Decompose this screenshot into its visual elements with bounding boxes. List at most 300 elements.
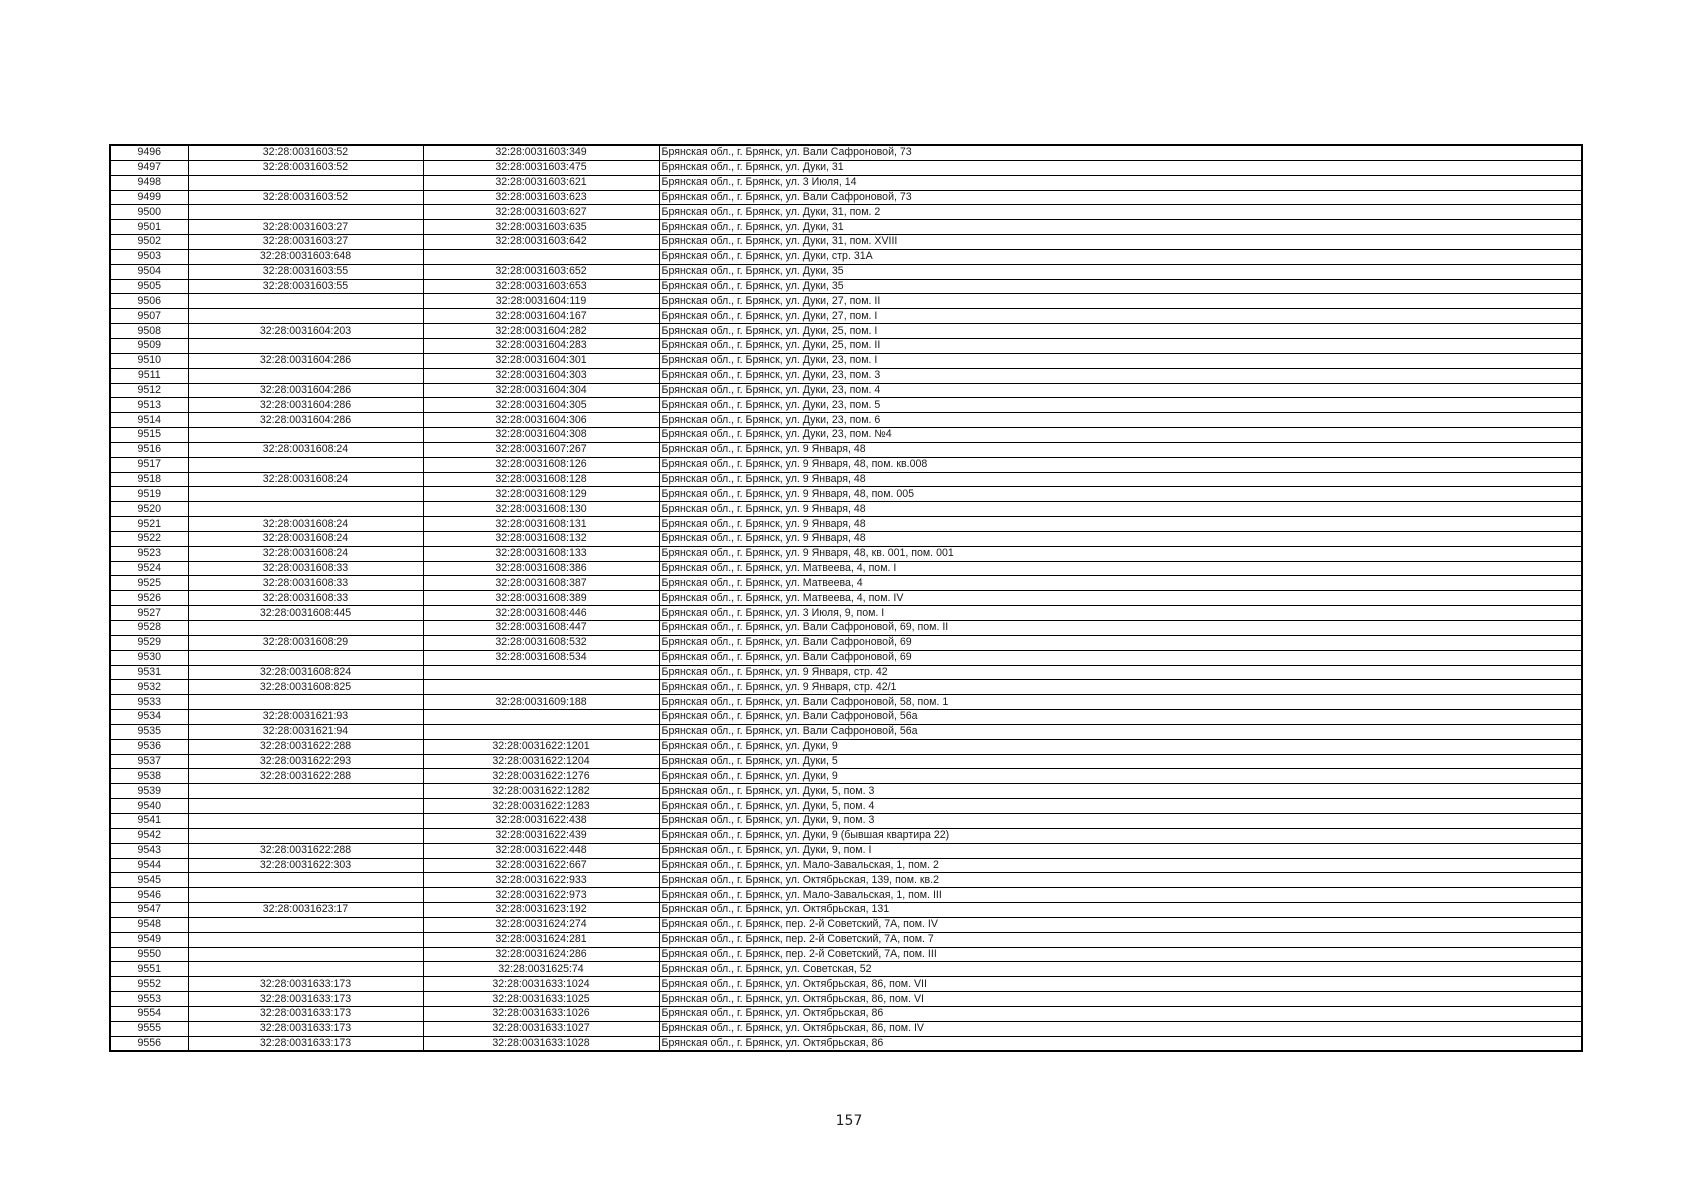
table-row xyxy=(110,160,1582,175)
row-number-cell: 9543 xyxy=(110,843,188,858)
object-number-cell: 32:28:0031603:475 xyxy=(423,160,659,175)
row-number-cell: 9522 xyxy=(110,531,188,546)
object-number-cell: 32:28:0031608:132 xyxy=(423,531,659,546)
parcel-number-cell: 32:28:0031608:33 xyxy=(188,591,423,606)
row-number-cell: 9525 xyxy=(110,576,188,591)
object-number-cell: 32:28:0031622:1276 xyxy=(423,769,659,784)
parcel-number-cell: 32:28:0031604:286 xyxy=(188,413,423,428)
table-row xyxy=(110,962,1582,977)
address-cell: Брянская обл., г. Брянск, ул. Вали Сафроновой, 56а xyxy=(659,710,1582,725)
table-row xyxy=(110,591,1582,606)
address-cell: Брянская обл., г. Брянск, ул. Дуки, 35 xyxy=(659,264,1582,279)
parcel-number-cell: 32:28:0031608:825 xyxy=(188,680,423,695)
row-number-cell: 9497 xyxy=(110,160,188,175)
row-number-cell: 9503 xyxy=(110,249,188,264)
table-row xyxy=(110,606,1582,621)
property-register-table xyxy=(109,144,1583,1052)
parcel-number-cell: 32:28:0031608:24 xyxy=(188,517,423,532)
parcel-number-cell: 32:28:0031622:303 xyxy=(188,858,423,873)
table-row xyxy=(110,917,1582,932)
parcel-number-cell xyxy=(188,487,423,502)
row-number-cell: 9524 xyxy=(110,561,188,576)
parcel-number-cell: 32:28:0031608:24 xyxy=(188,472,423,487)
table-row xyxy=(110,769,1582,784)
object-number-cell: 32:28:0031608:131 xyxy=(423,517,659,532)
row-number-cell: 9541 xyxy=(110,813,188,828)
row-number-cell: 9523 xyxy=(110,546,188,561)
table-row xyxy=(110,650,1582,665)
object-number-cell xyxy=(423,665,659,680)
object-number-cell: 32:28:0031622:973 xyxy=(423,888,659,903)
parcel-number-cell: 32:28:0031604:286 xyxy=(188,398,423,413)
table-row xyxy=(110,531,1582,546)
parcel-number-cell: 32:28:0031604:286 xyxy=(188,383,423,398)
address-cell: Брянская обл., г. Брянск, пер. 2-й Советский, 7А, пом. III xyxy=(659,947,1582,962)
parcel-number-cell xyxy=(188,428,423,443)
parcel-number-cell: 32:28:0031608:29 xyxy=(188,635,423,650)
table-row xyxy=(110,813,1582,828)
row-number-cell: 9546 xyxy=(110,888,188,903)
parcel-number-cell xyxy=(188,175,423,190)
address-cell: Брянская обл., г. Брянск, ул. Дуки, 31 xyxy=(659,160,1582,175)
parcel-number-cell: 32:28:0031603:27 xyxy=(188,235,423,250)
object-number-cell: 32:28:0031622:448 xyxy=(423,843,659,858)
address-cell: Брянская обл., г. Брянск, ул. Дуки, 23, пом. 4 xyxy=(659,383,1582,398)
object-number-cell: 32:28:0031608:387 xyxy=(423,576,659,591)
row-number-cell: 9506 xyxy=(110,294,188,309)
object-number-cell: 32:28:0031604:305 xyxy=(423,398,659,413)
row-number-cell: 9519 xyxy=(110,487,188,502)
address-cell: Брянская обл., г. Брянск, ул. Матвеева, 4, пом. I xyxy=(659,561,1582,576)
table-row xyxy=(110,309,1582,324)
row-number-cell: 9526 xyxy=(110,591,188,606)
object-number-cell: 32:28:0031603:653 xyxy=(423,279,659,294)
table-row xyxy=(110,175,1582,190)
object-number-cell: 32:28:0031609:188 xyxy=(423,695,659,710)
address-cell: Брянская обл., г. Брянск, ул. Дуки, 23, пом. 6 xyxy=(659,413,1582,428)
table-row xyxy=(110,799,1582,814)
address-cell: Брянская обл., г. Брянск, ул. Дуки, стр. 31А xyxy=(659,249,1582,264)
parcel-number-cell: 32:28:0031633:173 xyxy=(188,992,423,1007)
row-number-cell: 9505 xyxy=(110,279,188,294)
row-number-cell: 9532 xyxy=(110,680,188,695)
table-row xyxy=(110,546,1582,561)
object-number-cell: 32:28:0031603:621 xyxy=(423,175,659,190)
table-row xyxy=(110,1036,1582,1051)
address-cell: Брянская обл., г. Брянск, ул. Октябрьская, 86 xyxy=(659,1036,1582,1051)
address-cell: Брянская обл., г. Брянск, ул. Дуки, 5, пом. 4 xyxy=(659,799,1582,814)
row-number-cell: 9499 xyxy=(110,190,188,205)
object-number-cell: 32:28:0031604:167 xyxy=(423,309,659,324)
object-number-cell: 32:28:0031604:304 xyxy=(423,383,659,398)
table-row xyxy=(110,368,1582,383)
row-number-cell: 9537 xyxy=(110,754,188,769)
parcel-number-cell: 32:28:0031633:173 xyxy=(188,1006,423,1021)
table-row xyxy=(110,710,1582,725)
row-number-cell: 9502 xyxy=(110,235,188,250)
table-row xyxy=(110,338,1582,353)
parcel-number-cell xyxy=(188,828,423,843)
property-register-body xyxy=(110,145,1582,1051)
parcel-number-cell: 32:28:0031633:173 xyxy=(188,1036,423,1051)
row-number-cell: 9500 xyxy=(110,205,188,220)
row-number-cell: 9544 xyxy=(110,858,188,873)
address-cell: Брянская обл., г. Брянск, ул. Мало-Завальская, 1, пом. III xyxy=(659,888,1582,903)
address-cell: Брянская обл., г. Брянск, ул. Мало-Завальская, 1, пом. 2 xyxy=(659,858,1582,873)
address-cell: Брянская обл., г. Брянск, ул. Дуки, 27, пом. II xyxy=(659,294,1582,309)
parcel-number-cell: 32:28:0031603:27 xyxy=(188,220,423,235)
object-number-cell xyxy=(423,710,659,725)
row-number-cell: 9518 xyxy=(110,472,188,487)
row-number-cell: 9542 xyxy=(110,828,188,843)
parcel-number-cell: 32:28:0031603:52 xyxy=(188,190,423,205)
parcel-number-cell xyxy=(188,932,423,947)
row-number-cell: 9507 xyxy=(110,309,188,324)
object-number-cell xyxy=(423,724,659,739)
address-cell: Брянская обл., г. Брянск, ул. Дуки, 9 (бывшая квартира 22) xyxy=(659,828,1582,843)
address-cell: Брянская обл., г. Брянск, ул. 9 Января, 48, пом. 005 xyxy=(659,487,1582,502)
object-number-cell: 32:28:0031624:286 xyxy=(423,947,659,962)
address-cell: Брянская обл., г. Брянск, ул. Октябрьская, 86, пом. VII xyxy=(659,977,1582,992)
object-number-cell: 32:28:0031603:349 xyxy=(423,145,659,160)
parcel-number-cell xyxy=(188,695,423,710)
object-number-cell: 32:28:0031603:652 xyxy=(423,264,659,279)
row-number-cell: 9511 xyxy=(110,368,188,383)
object-number-cell: 32:28:0031625:74 xyxy=(423,962,659,977)
object-number-cell xyxy=(423,249,659,264)
object-number-cell: 32:28:0031622:438 xyxy=(423,813,659,828)
row-number-cell: 9529 xyxy=(110,635,188,650)
row-number-cell: 9555 xyxy=(110,1021,188,1036)
object-number-cell: 32:28:0031604:306 xyxy=(423,413,659,428)
table-row xyxy=(110,428,1582,443)
table-row xyxy=(110,235,1582,250)
object-number-cell: 32:28:0031604:301 xyxy=(423,353,659,368)
object-number-cell: 32:28:0031624:274 xyxy=(423,917,659,932)
row-number-cell: 9508 xyxy=(110,324,188,339)
table-row xyxy=(110,398,1582,413)
object-number-cell: 32:28:0031607:267 xyxy=(423,442,659,457)
page-number: 157 xyxy=(835,1113,863,1129)
table-row xyxy=(110,249,1582,264)
address-cell: Брянская обл., г. Брянск, ул. 3 Июля, 9, пом. I xyxy=(659,606,1582,621)
parcel-number-cell: 32:28:0031621:93 xyxy=(188,710,423,725)
row-number-cell: 9531 xyxy=(110,665,188,680)
row-number-cell: 9552 xyxy=(110,977,188,992)
object-number-cell: 32:28:0031633:1025 xyxy=(423,992,659,1007)
object-number-cell: 32:28:0031622:439 xyxy=(423,828,659,843)
row-number-cell: 9554 xyxy=(110,1006,188,1021)
parcel-number-cell: 32:28:0031603:55 xyxy=(188,279,423,294)
parcel-number-cell: 32:28:0031608:445 xyxy=(188,606,423,621)
address-cell: Брянская обл., г. Брянск, ул. Дуки, 23, пом. I xyxy=(659,353,1582,368)
object-number-cell: 32:28:0031604:283 xyxy=(423,338,659,353)
parcel-number-cell: 32:28:0031608:24 xyxy=(188,531,423,546)
parcel-number-cell: 32:28:0031608:24 xyxy=(188,546,423,561)
parcel-number-cell xyxy=(188,502,423,517)
row-number-cell: 9520 xyxy=(110,502,188,517)
address-cell: Брянская обл., г. Брянск, ул. 9 Января, 48, кв. 001, пом. 001 xyxy=(659,546,1582,561)
address-cell: Брянская обл., г. Брянск, ул. 9 Января, 48 xyxy=(659,517,1582,532)
parcel-number-cell xyxy=(188,917,423,932)
parcel-number-cell: 32:28:0031603:648 xyxy=(188,249,423,264)
table-row xyxy=(110,635,1582,650)
row-number-cell: 9509 xyxy=(110,338,188,353)
table-row xyxy=(110,695,1582,710)
table-row xyxy=(110,665,1582,680)
parcel-number-cell: 32:28:0031608:33 xyxy=(188,576,423,591)
table-row xyxy=(110,487,1582,502)
row-number-cell: 9512 xyxy=(110,383,188,398)
parcel-number-cell: 32:28:0031604:203 xyxy=(188,324,423,339)
table-row xyxy=(110,784,1582,799)
table-row xyxy=(110,621,1582,636)
row-number-cell: 9538 xyxy=(110,769,188,784)
table-row xyxy=(110,947,1582,962)
address-cell: Брянская обл., г. Брянск, ул. Вали Сафроновой, 69, пом. II xyxy=(659,621,1582,636)
address-cell: Брянская обл., г. Брянск, ул. 9 Января, стр. 42/1 xyxy=(659,680,1582,695)
address-cell: Брянская обл., г. Брянск, ул. Дуки, 5 xyxy=(659,754,1582,769)
object-number-cell: 32:28:0031604:282 xyxy=(423,324,659,339)
parcel-number-cell: 32:28:0031604:286 xyxy=(188,353,423,368)
row-number-cell: 9521 xyxy=(110,517,188,532)
address-cell: Брянская обл., г. Брянск, ул. Дуки, 27, пом. I xyxy=(659,309,1582,324)
table-row xyxy=(110,353,1582,368)
table-row xyxy=(110,413,1582,428)
row-number-cell: 9545 xyxy=(110,873,188,888)
row-number-cell: 9528 xyxy=(110,621,188,636)
table-row xyxy=(110,279,1582,294)
table-row xyxy=(110,561,1582,576)
address-cell: Брянская обл., г. Брянск, ул. Дуки, 23, пом. 3 xyxy=(659,368,1582,383)
parcel-number-cell xyxy=(188,947,423,962)
address-cell: Брянская обл., г. Брянск, ул. Дуки, 25, пом. I xyxy=(659,324,1582,339)
address-cell: Брянская обл., г. Брянск, ул. Дуки, 25, пом. II xyxy=(659,338,1582,353)
address-cell: Брянская обл., г. Брянск, ул. 9 Января, 48 xyxy=(659,442,1582,457)
object-number-cell: 32:28:0031608:130 xyxy=(423,502,659,517)
address-cell: Брянская обл., г. Брянск, ул. 9 Января, 48 xyxy=(659,531,1582,546)
address-cell: Брянская обл., г. Брянск, ул. 9 Января, стр. 42 xyxy=(659,665,1582,680)
address-cell: Брянская обл., г. Брянск, ул. Дуки, 9, пом. 3 xyxy=(659,813,1582,828)
parcel-number-cell: 32:28:0031622:288 xyxy=(188,843,423,858)
table-row xyxy=(110,517,1582,532)
row-number-cell: 9527 xyxy=(110,606,188,621)
address-cell: Брянская обл., г. Брянск, ул. 3 Июля, 14 xyxy=(659,175,1582,190)
parcel-number-cell: 32:28:0031622:293 xyxy=(188,754,423,769)
parcel-number-cell: 32:28:0031633:173 xyxy=(188,977,423,992)
row-number-cell: 9540 xyxy=(110,799,188,814)
object-number-cell: 32:28:0031608:446 xyxy=(423,606,659,621)
address-cell: Брянская обл., г. Брянск, ул. Матвеева, 4, пом. IV xyxy=(659,591,1582,606)
object-number-cell: 32:28:0031633:1026 xyxy=(423,1006,659,1021)
address-cell: Брянская обл., г. Брянск, ул. Советская, 52 xyxy=(659,962,1582,977)
address-cell: Брянская обл., г. Брянск, ул. Дуки, 5, пом. 3 xyxy=(659,784,1582,799)
table-row xyxy=(110,457,1582,472)
address-cell: Брянская обл., г. Брянск, ул. Дуки, 31 xyxy=(659,220,1582,235)
address-cell: Брянская обл., г. Брянск, ул. Октябрьская, 86, пом. IV xyxy=(659,1021,1582,1036)
object-number-cell: 32:28:0031608:386 xyxy=(423,561,659,576)
address-cell: Брянская обл., г. Брянск, ул. Дуки, 9 xyxy=(659,769,1582,784)
row-number-cell: 9551 xyxy=(110,962,188,977)
table-row xyxy=(110,1006,1582,1021)
parcel-number-cell xyxy=(188,873,423,888)
address-cell: Брянская обл., г. Брянск, ул. Дуки, 9, пом. I xyxy=(659,843,1582,858)
row-number-cell: 9535 xyxy=(110,724,188,739)
table-row xyxy=(110,754,1582,769)
address-cell: Брянская обл., г. Брянск, пер. 2-й Советский, 7А, пом. IV xyxy=(659,917,1582,932)
parcel-number-cell xyxy=(188,309,423,324)
row-number-cell: 9517 xyxy=(110,457,188,472)
object-number-cell: 32:28:0031622:1283 xyxy=(423,799,659,814)
object-number-cell: 32:28:0031608:126 xyxy=(423,457,659,472)
table-row xyxy=(110,205,1582,220)
table-row xyxy=(110,828,1582,843)
object-number-cell: 32:28:0031608:447 xyxy=(423,621,659,636)
table-row xyxy=(110,843,1582,858)
parcel-number-cell xyxy=(188,621,423,636)
object-number-cell: 32:28:0031603:627 xyxy=(423,205,659,220)
object-number-cell: 32:28:0031608:532 xyxy=(423,635,659,650)
table-row xyxy=(110,442,1582,457)
address-cell: Брянская обл., г. Брянск, ул. Октябрьская, 86, пом. VI xyxy=(659,992,1582,1007)
table-row xyxy=(110,680,1582,695)
address-cell: Брянская обл., г. Брянск, ул. Матвеева, 4 xyxy=(659,576,1582,591)
table-row xyxy=(110,888,1582,903)
row-number-cell: 9513 xyxy=(110,398,188,413)
row-number-cell: 9549 xyxy=(110,932,188,947)
address-cell: Брянская обл., г. Брянск, ул. 9 Января, 48 xyxy=(659,472,1582,487)
parcel-number-cell: 32:28:0031608:33 xyxy=(188,561,423,576)
row-number-cell: 9536 xyxy=(110,739,188,754)
object-number-cell: 32:28:0031604:308 xyxy=(423,428,659,443)
object-number-cell xyxy=(423,680,659,695)
table-row xyxy=(110,1021,1582,1036)
row-number-cell: 9515 xyxy=(110,428,188,443)
table-row xyxy=(110,145,1582,160)
object-number-cell: 32:28:0031604:303 xyxy=(423,368,659,383)
table-row xyxy=(110,383,1582,398)
object-number-cell: 32:28:0031608:129 xyxy=(423,487,659,502)
table-row xyxy=(110,190,1582,205)
address-cell: Брянская обл., г. Брянск, ул. Октябрьская, 139, пом. кв.2 xyxy=(659,873,1582,888)
parcel-number-cell: 32:28:0031603:55 xyxy=(188,264,423,279)
object-number-cell: 32:28:0031624:281 xyxy=(423,932,659,947)
object-number-cell: 32:28:0031603:642 xyxy=(423,235,659,250)
address-cell: Брянская обл., г. Брянск, ул. Вали Сафроновой, 69 xyxy=(659,635,1582,650)
object-number-cell: 32:28:0031608:133 xyxy=(423,546,659,561)
address-cell: Брянская обл., г. Брянск, ул. Вали Сафроновой, 69 xyxy=(659,650,1582,665)
object-number-cell: 32:28:0031622:933 xyxy=(423,873,659,888)
table-row xyxy=(110,264,1582,279)
address-cell: Брянская обл., г. Брянск, ул. Вали Сафроновой, 58, пом. 1 xyxy=(659,695,1582,710)
table-row xyxy=(110,724,1582,739)
row-number-cell: 9533 xyxy=(110,695,188,710)
row-number-cell: 9556 xyxy=(110,1036,188,1051)
table-row xyxy=(110,576,1582,591)
address-cell: Брянская обл., г. Брянск, ул. Дуки, 23, пом. №4 xyxy=(659,428,1582,443)
object-number-cell: 32:28:0031622:667 xyxy=(423,858,659,873)
object-number-cell: 32:28:0031603:635 xyxy=(423,220,659,235)
address-cell: Брянская обл., г. Брянск, ул. 9 Января, 48 xyxy=(659,502,1582,517)
table-row xyxy=(110,324,1582,339)
table-row xyxy=(110,903,1582,918)
address-cell: Брянская обл., г. Брянск, ул. Октябрьская, 86 xyxy=(659,1006,1582,1021)
row-number-cell: 9548 xyxy=(110,917,188,932)
object-number-cell: 32:28:0031622:1282 xyxy=(423,784,659,799)
parcel-number-cell: 32:28:0031622:288 xyxy=(188,769,423,784)
object-number-cell: 32:28:0031604:119 xyxy=(423,294,659,309)
address-cell: Брянская обл., г. Брянск, ул. Дуки, 23, пом. 5 xyxy=(659,398,1582,413)
parcel-number-cell xyxy=(188,650,423,665)
parcel-number-cell xyxy=(188,368,423,383)
row-number-cell: 9501 xyxy=(110,220,188,235)
object-number-cell: 32:28:0031608:389 xyxy=(423,591,659,606)
address-cell: Брянская обл., г. Брянск, ул. Дуки, 9 xyxy=(659,739,1582,754)
table-row xyxy=(110,992,1582,1007)
parcel-number-cell xyxy=(188,799,423,814)
object-number-cell: 32:28:0031608:128 xyxy=(423,472,659,487)
object-number-cell: 32:28:0031623:192 xyxy=(423,903,659,918)
row-number-cell: 9553 xyxy=(110,992,188,1007)
row-number-cell: 9498 xyxy=(110,175,188,190)
parcel-number-cell xyxy=(188,205,423,220)
address-cell: Брянская обл., г. Брянск, ул. Дуки, 31, пом. 2 xyxy=(659,205,1582,220)
object-number-cell: 32:28:0031622:1204 xyxy=(423,754,659,769)
address-cell: Брянская обл., г. Брянск, ул. 9 Января, 48, пом. кв.008 xyxy=(659,457,1582,472)
parcel-number-cell: 32:28:0031603:52 xyxy=(188,145,423,160)
table-row xyxy=(110,472,1582,487)
parcel-number-cell: 32:28:0031608:24 xyxy=(188,442,423,457)
table-row xyxy=(110,858,1582,873)
object-number-cell: 32:28:0031603:623 xyxy=(423,190,659,205)
parcel-number-cell xyxy=(188,813,423,828)
table-row xyxy=(110,873,1582,888)
parcel-number-cell: 32:28:0031623:17 xyxy=(188,903,423,918)
parcel-number-cell xyxy=(188,888,423,903)
parcel-number-cell xyxy=(188,294,423,309)
table-row xyxy=(110,739,1582,754)
object-number-cell: 32:28:0031633:1027 xyxy=(423,1021,659,1036)
table-row xyxy=(110,220,1582,235)
row-number-cell: 9534 xyxy=(110,710,188,725)
parcel-number-cell: 32:28:0031622:288 xyxy=(188,739,423,754)
row-number-cell: 9514 xyxy=(110,413,188,428)
row-number-cell: 9550 xyxy=(110,947,188,962)
row-number-cell: 9547 xyxy=(110,903,188,918)
table-row xyxy=(110,932,1582,947)
row-number-cell: 9539 xyxy=(110,784,188,799)
row-number-cell: 9530 xyxy=(110,650,188,665)
parcel-number-cell xyxy=(188,338,423,353)
address-cell: Брянская обл., г. Брянск, ул. Дуки, 31, пом. XVIII xyxy=(659,235,1582,250)
address-cell: Брянская обл., г. Брянск, ул. Вали Сафроновой, 73 xyxy=(659,145,1582,160)
parcel-number-cell xyxy=(188,457,423,472)
object-number-cell: 32:28:0031608:534 xyxy=(423,650,659,665)
address-cell: Брянская обл., г. Брянск, ул. Вали Сафроновой, 56а xyxy=(659,724,1582,739)
table-row xyxy=(110,502,1582,517)
address-cell: Брянская обл., г. Брянск, ул. Дуки, 35 xyxy=(659,279,1582,294)
parcel-number-cell xyxy=(188,962,423,977)
row-number-cell: 9504 xyxy=(110,264,188,279)
parcel-number-cell: 32:28:0031608:824 xyxy=(188,665,423,680)
table-row xyxy=(110,294,1582,309)
row-number-cell: 9516 xyxy=(110,442,188,457)
parcel-number-cell: 32:28:0031633:173 xyxy=(188,1021,423,1036)
row-number-cell: 9496 xyxy=(110,145,188,160)
address-cell: Брянская обл., г. Брянск, пер. 2-й Советский, 7А, пом. 7 xyxy=(659,932,1582,947)
address-cell: Брянская обл., г. Брянск, ул. Вали Сафроновой, 73 xyxy=(659,190,1582,205)
object-number-cell: 32:28:0031633:1024 xyxy=(423,977,659,992)
